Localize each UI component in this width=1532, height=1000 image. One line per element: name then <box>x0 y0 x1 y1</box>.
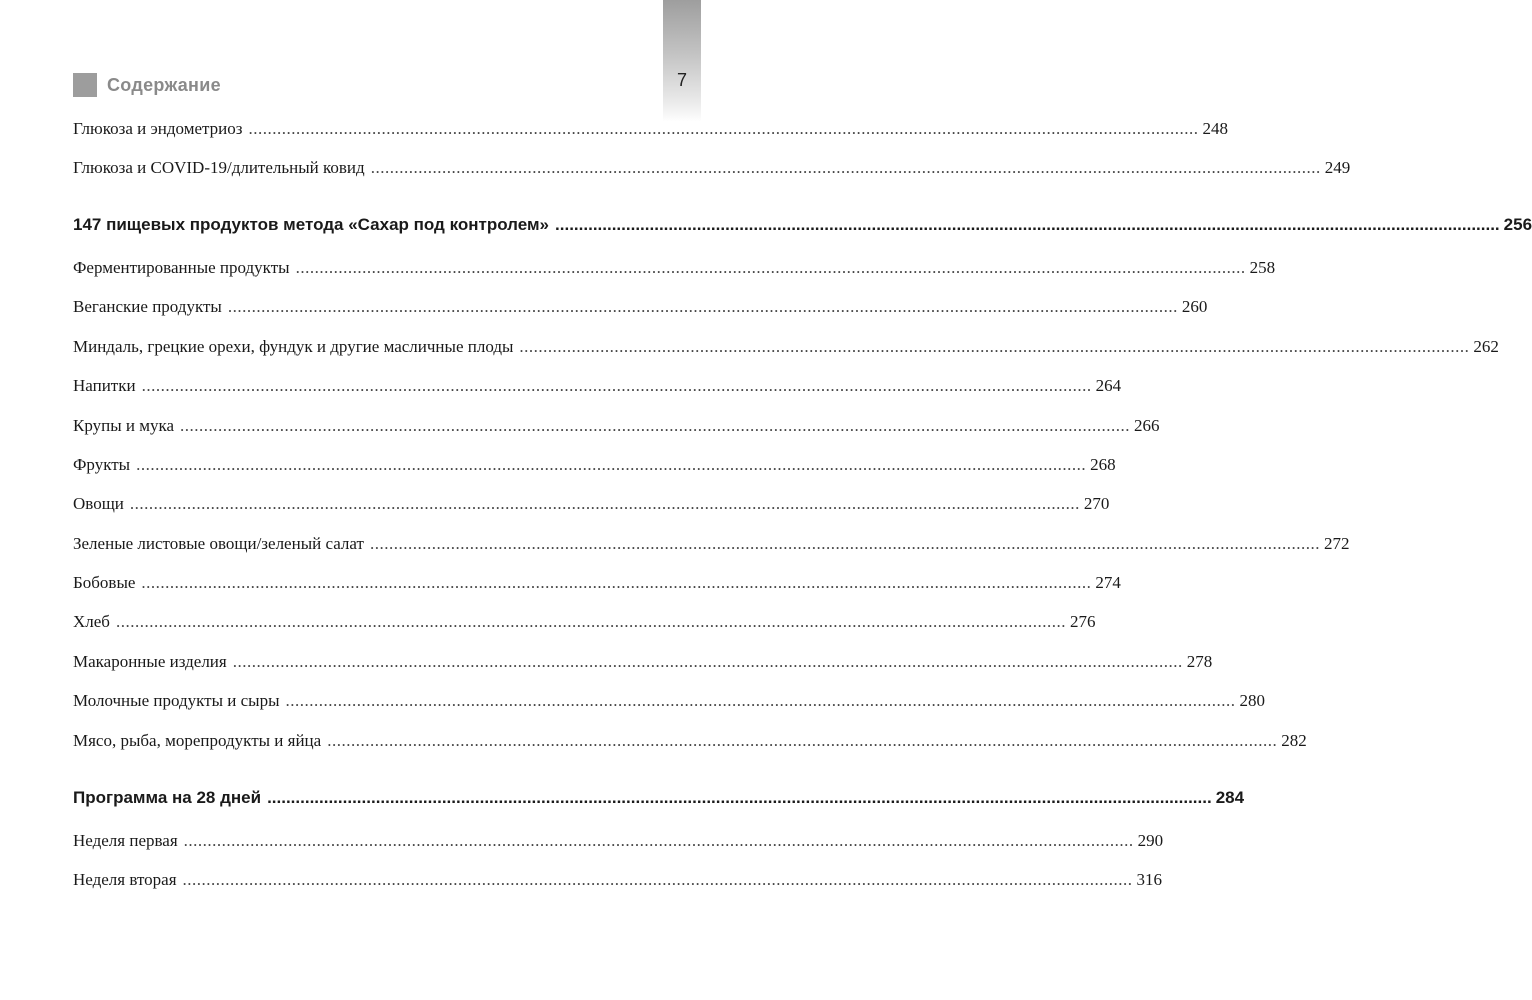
toc-entry-page: 249 <box>1324 158 1351 177</box>
header-square-icon <box>73 73 97 97</box>
toc-leader-dots: ........................................................................................................................................................................................................ <box>327 731 1278 750</box>
toc-entry-title: Крупы и мука <box>73 416 175 435</box>
toc-entry[interactable] <box>73 119 1228 141</box>
toc-entry-page: 272 <box>1323 534 1350 553</box>
toc-entry-page: 316 <box>1136 870 1163 889</box>
toc-entry-title: Ферментированные продукты <box>73 258 290 277</box>
toc-entry-title: Напитки <box>73 376 136 395</box>
toc-entry-page: 274 <box>1095 573 1121 592</box>
toc-entry[interactable] <box>73 258 1276 280</box>
toc-entry-page: 280 <box>1239 691 1266 710</box>
toc-entry-page: 278 <box>1186 652 1213 671</box>
toc-leader-dots: ........................................................................................................................................................................................................ <box>227 297 1178 316</box>
toc-entry-page: 248 <box>1202 119 1228 138</box>
toc-entry[interactable] <box>73 731 1307 753</box>
toc-entry-title: Молочные продукты и сыры <box>73 691 280 710</box>
header-title: Содержание <box>107 74 221 95</box>
toc-leader-dots: ........................................................................................................................................................................................................ <box>248 119 1199 138</box>
toc-entry[interactable] <box>73 494 1110 516</box>
toc-leader-dots: ........................................................................................................................................................................................................ <box>182 870 1133 889</box>
toc-entry-title: Миндаль, грецкие орехи, фундук и другие масличные плоды <box>73 337 514 356</box>
toc-entry-title: Зеленые листовые овощи/зеленый салат <box>73 534 364 553</box>
toc-entry-page: 258 <box>1249 258 1276 277</box>
toc-entry-page: 260 <box>1181 297 1208 316</box>
toc-leader-dots: ........................................................................................................................................................................................................ <box>295 258 1246 277</box>
toc-entry[interactable] <box>73 297 1208 319</box>
toc-entry[interactable] <box>73 158 1351 180</box>
toc-leader-dots: ........................................................................................................................................................................................................ <box>369 534 1320 553</box>
toc-entry-title: Неделя первая <box>73 831 178 850</box>
toc-leader-dots: ........................................................................................................................................................................................................ <box>267 788 1212 807</box>
toc-leader-dots: ........................................................................................................................................................................................................ <box>136 455 1087 474</box>
toc-entry[interactable] <box>73 534 1350 556</box>
toc-section-entry[interactable] <box>73 788 1245 812</box>
toc-entry-title: Фрукты <box>73 455 131 474</box>
toc-entry-title: Глюкоза и эндометриоз <box>73 119 243 138</box>
toc-leader-dots: ........................................................................................................................................................................................................ <box>141 376 1092 395</box>
toc-leader-dots: ........................................................................................................................................................................................................ <box>370 158 1321 177</box>
toc-entry[interactable] <box>73 652 1213 674</box>
page-edge-tab <box>663 0 701 122</box>
toc-leader-dots: ........................................................................................................................................................................................................ <box>115 612 1066 631</box>
toc-entry-page: 264 <box>1095 376 1122 395</box>
toc-leader-dots: ........................................................................................................................................................................................................ <box>141 573 1092 592</box>
page-number: 7 <box>676 70 687 90</box>
toc-entry-title: Неделя вторая <box>73 870 177 889</box>
toc-entry[interactable] <box>73 337 1499 359</box>
toc-entry-page: 284 <box>1215 788 1245 807</box>
toc-section-entry[interactable] <box>73 215 1532 239</box>
toc-entry[interactable] <box>73 870 1163 892</box>
toc-entry[interactable] <box>73 831 1164 853</box>
toc-leader-dots: ........................................................................................................................................................................................................ <box>232 652 1183 671</box>
toc-leader-dots: ........................................................................................................................................................................................................ <box>555 215 1500 234</box>
toc-entry-title: Овощи <box>73 494 124 513</box>
toc-entry-title: Программа на 28 дней <box>73 788 262 807</box>
section-header <box>73 72 221 98</box>
toc-leader-dots: ........................................................................................................................................................................................................ <box>519 337 1470 356</box>
toc-entry-page: 262 <box>1473 337 1499 356</box>
toc-entry[interactable] <box>73 573 1121 595</box>
toc-entry-page: 282 <box>1281 731 1307 750</box>
toc-entry[interactable] <box>73 376 1122 398</box>
toc-leader-dots: ........................................................................................................................................................................................................ <box>129 494 1080 513</box>
toc-entry[interactable] <box>73 455 1116 477</box>
toc-entry-title: Хлеб <box>73 612 110 631</box>
toc-entry-title: Бобовые <box>73 573 136 592</box>
toc-entry[interactable] <box>73 691 1266 713</box>
toc-entry-title: Макаронные изделия <box>73 652 227 671</box>
toc-entry[interactable] <box>73 416 1160 438</box>
toc-entry-title: Мясо, рыба, морепродукты и яйца <box>73 731 322 750</box>
toc-leader-dots: ........................................................................................................................................................................................................ <box>180 416 1131 435</box>
toc-entry-page: 268 <box>1090 455 1116 474</box>
toc-leader-dots: ........................................................................................................................................................................................................ <box>285 691 1236 710</box>
toc-entry-page: 266 <box>1134 416 1160 435</box>
toc-entry[interactable] <box>73 612 1096 634</box>
toc-entry-page: 276 <box>1069 612 1096 631</box>
toc-entry-title: 147 пищевых продуктов метода «Сахар под контролем» <box>73 215 550 234</box>
toc-entry-title: Веганские продукты <box>73 297 222 316</box>
toc-entry-title: Глюкоза и COVID-19/длительный ковид <box>73 158 365 177</box>
toc-entry-page: 256 <box>1503 215 1532 234</box>
toc-entry-page: 270 <box>1083 494 1110 513</box>
toc-leader-dots: ........................................................................................................................................................................................................ <box>183 831 1134 850</box>
toc-entry-page: 290 <box>1137 831 1164 850</box>
